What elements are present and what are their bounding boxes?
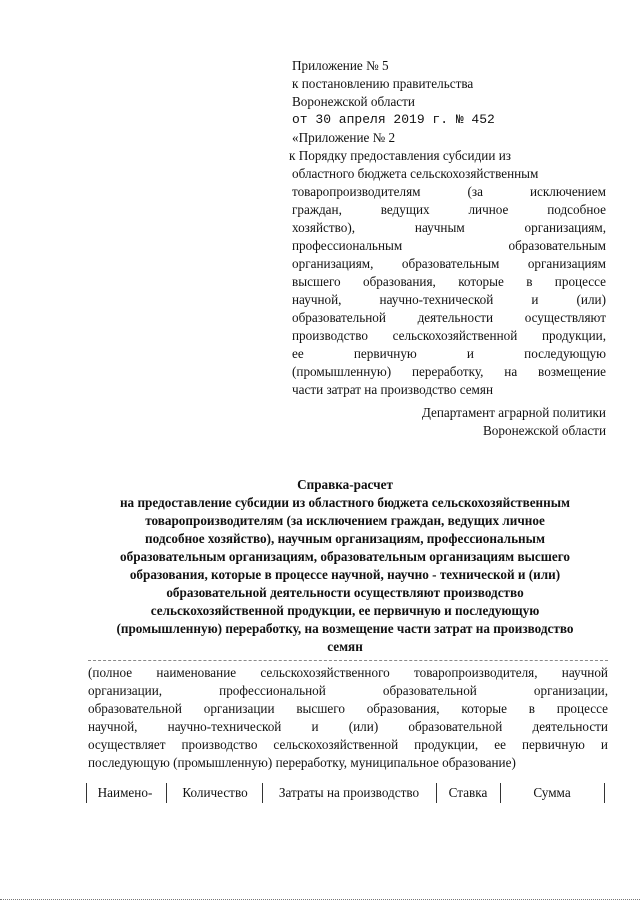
title-line: сельскохозяйственной продукции, ее первичную и последующую — [150, 603, 540, 618]
column-header-sum: Сумма — [533, 785, 571, 800]
appendix-number: Приложение № 5 — [292, 58, 389, 73]
procedure-line: производство сельскохозяйственной продукции, — [292, 328, 606, 343]
title-line: образования, которые в процессе научной, научно - технической и (или) — [129, 567, 561, 582]
procedure-line: ее первичную и последующую — [292, 346, 606, 361]
procedure-line: к Порядку предоставления субсидии из — [289, 148, 511, 163]
procedure-line: областного бюджета сельскохозяйственным — [292, 166, 539, 181]
procedure-line: граждан, ведущих личное подсобное — [292, 202, 606, 217]
decree-date-number: от 30 апреля 2019 г. № 452 — [292, 112, 495, 127]
column-divider — [86, 783, 87, 803]
caption-line: образовательной организации высшего образования, которые в процессе — [88, 701, 608, 716]
region-name: Воронежской области — [292, 94, 415, 109]
calculation-table-header — [80, 783, 610, 803]
caption-line: последующую (промышленную) переработку, муниципальное образование) — [88, 755, 516, 770]
column-divider — [604, 783, 605, 803]
department-name: Департамент аграрной политики — [421, 405, 606, 420]
caption-line: организации, профессиональной образовательной организации, — [88, 683, 608, 698]
column-divider — [436, 783, 437, 803]
procedure-line: (промышленную) переработку, на возмещение — [292, 364, 606, 379]
inner-appendix-number: «Приложение № 2 — [292, 130, 396, 145]
title-line: товаропроизводителям (за исключением граждан, ведущих личное — [145, 513, 545, 528]
certificate-heading: Справка-расчет — [297, 477, 393, 492]
column-divider — [262, 783, 263, 803]
column-header-costs: Затраты на производство — [278, 785, 420, 800]
procedure-line: высшего образования, которые в процессе — [292, 274, 606, 289]
caption-line: (полное наименование сельскохозяйственного товаропроизводителя, научной — [88, 665, 608, 680]
column-header-rate: Ставка — [448, 785, 488, 800]
procedure-line: образовательной деятельности осуществляют — [292, 310, 606, 325]
procedure-line: хозяйство), научным организациям, — [292, 220, 606, 235]
title-line: семян — [327, 639, 363, 654]
procedure-line: профессиональным образовательным — [292, 238, 606, 253]
column-divider — [166, 783, 167, 803]
procedure-line: организациям, образовательным организациям — [292, 256, 606, 271]
department-region: Воронежской области — [483, 423, 606, 438]
column-divider — [500, 783, 501, 803]
caption-line: научной, научно-технической и (или) образовательной деятельности — [88, 719, 608, 734]
decree-reference: к постановлению правительства — [292, 76, 474, 91]
caption-line: осуществляет производство сельскохозяйственной продукции, ее первичную и — [88, 737, 608, 752]
procedure-line: научной, научно-технической и (или) — [292, 292, 606, 307]
procedure-line: товаропроизводителям (за исключением — [292, 184, 606, 199]
column-header-name: Наимено- — [97, 785, 153, 800]
title-line: образовательным организациям, образовательным организациям высшего — [120, 549, 570, 564]
procedure-line: части затрат на производство семян — [292, 382, 494, 397]
fill-in-line — [88, 660, 608, 661]
title-line: образовательной деятельности осуществляют производство — [166, 585, 524, 600]
page-edge — [0, 899, 640, 900]
column-header-quantity: Количество — [182, 785, 248, 800]
title-line: (промышленную) переработку, на возмещение части затрат на производство — [116, 621, 574, 636]
title-line: подсобное хозяйство), научным организациям, профессиональным — [145, 531, 545, 546]
title-line: на предоставление субсидии из областного бюджета сельскохозяйственным — [119, 495, 571, 510]
